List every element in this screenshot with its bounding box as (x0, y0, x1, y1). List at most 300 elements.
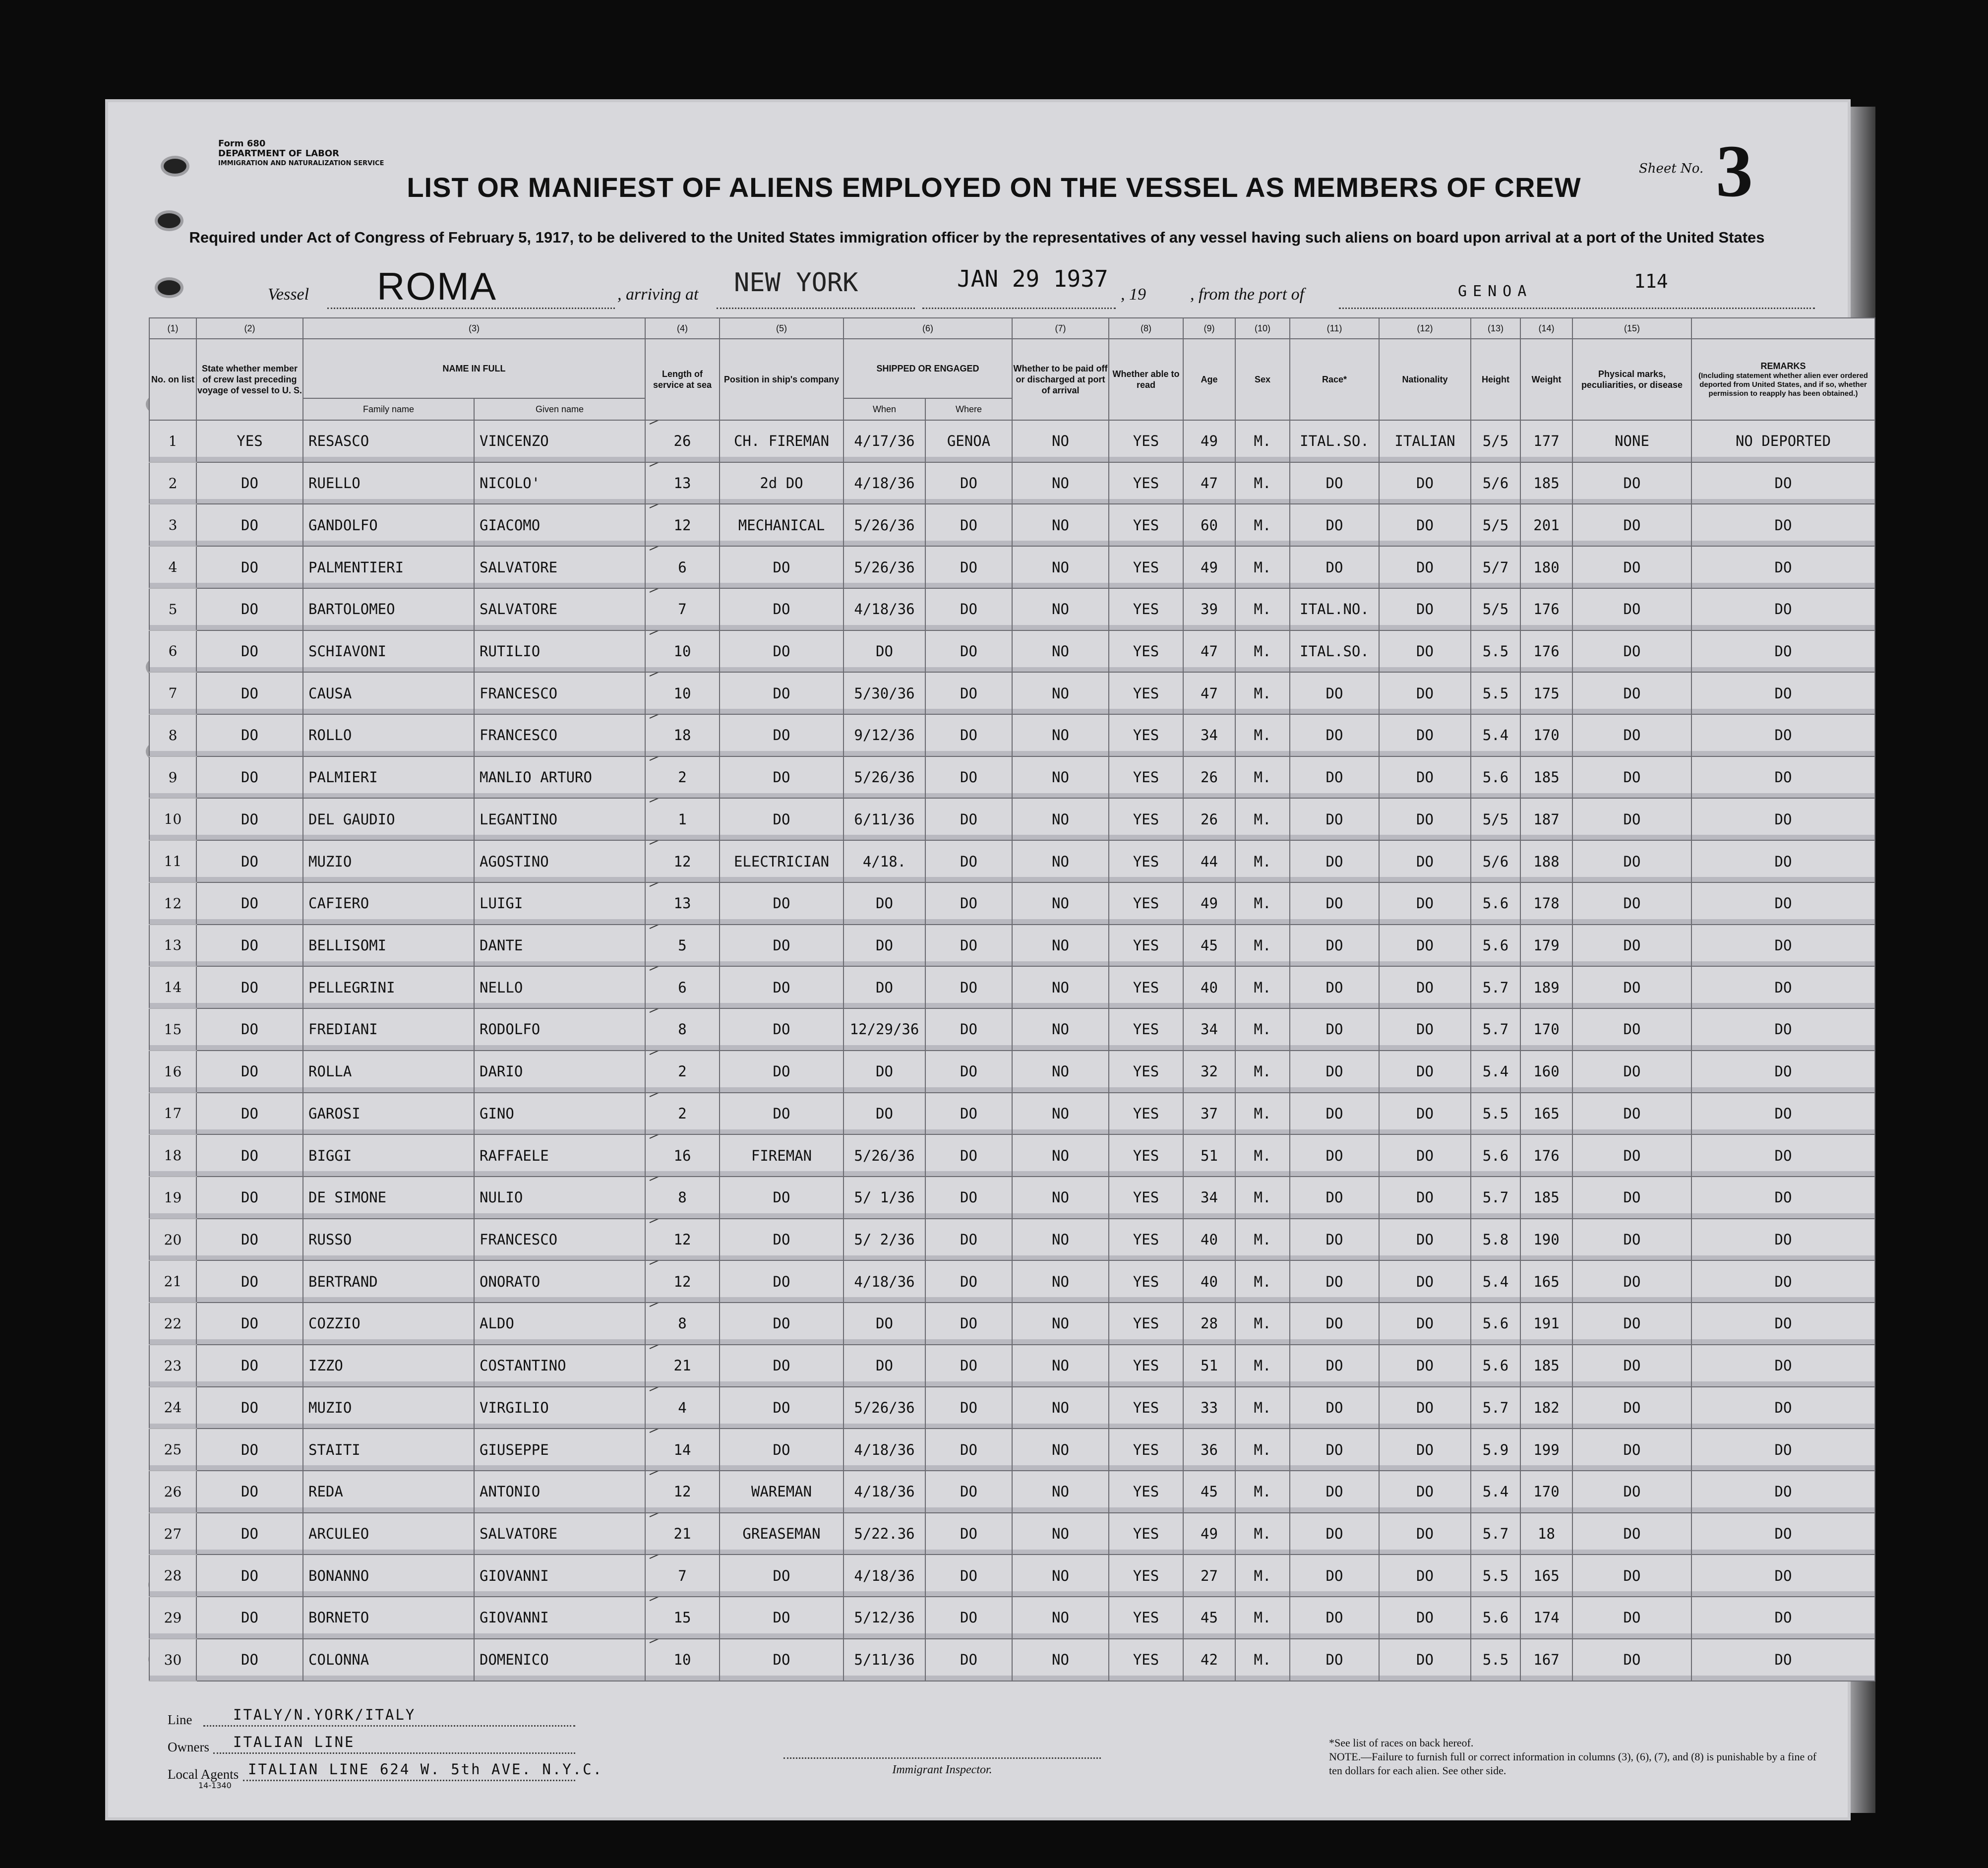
cell-given-name: MANLIO ARTURO (474, 756, 645, 799)
tally-slash (650, 504, 709, 508)
cell-shipped-when: 4/18/36 (843, 588, 925, 630)
cell-position: DO (720, 1260, 843, 1303)
cell-weight: 201 (1520, 504, 1572, 546)
length-value: 12 (673, 1231, 691, 1248)
table-row (149, 1093, 1875, 1135)
cell-nationality: DO (1379, 630, 1471, 673)
form-number: Form 680 DEPARTMENT OF LABOR IMMIGRATION AND NATURALIZATION SERVICE (218, 138, 384, 167)
length-value: 12 (673, 1273, 691, 1290)
length-value: 10 (673, 642, 691, 660)
cell-last-voyage: DO (196, 1008, 303, 1051)
table-row (149, 1639, 1875, 1681)
cell-age: 32 (1183, 1051, 1235, 1093)
header-height: Height (1471, 339, 1520, 420)
cell-age: 28 (1183, 1303, 1235, 1345)
cell-paid-off: NO (1012, 1345, 1109, 1387)
stamp-number: 114 (1634, 270, 1668, 292)
cell-family-name: ARCULEO (303, 1513, 474, 1555)
cell-age: 40 (1183, 1219, 1235, 1261)
cell-sex: M. (1235, 1177, 1290, 1219)
header-paid-off: Whether to be paid off or discharged at port of arrival (1012, 339, 1109, 420)
cell-sex: M. (1235, 798, 1290, 840)
cell-shipped-where: DO (925, 1429, 1012, 1471)
cell-last-voyage: YES (196, 420, 303, 462)
cell-shipped-when: 4/18. (843, 840, 925, 882)
cell-nationality: DO (1379, 882, 1471, 925)
cell-last-voyage: DO (196, 1177, 303, 1219)
length-value: 4 (678, 1399, 687, 1416)
cell-race: DO (1290, 1639, 1379, 1681)
cell-row-number: 24 (149, 1387, 196, 1429)
cell-weight: 175 (1520, 672, 1572, 714)
cell-height: 5.6 (1471, 1345, 1520, 1387)
cell-weight: 165 (1520, 1260, 1572, 1303)
cell-able-to-read: YES (1109, 714, 1183, 756)
cell-length-of-service (645, 1051, 720, 1093)
col-num: (5) (720, 318, 843, 339)
cell-family-name: CAFIERO (303, 882, 474, 925)
cell-age: 42 (1183, 1639, 1235, 1681)
cell-height: 5/6 (1471, 840, 1520, 882)
length-value: 6 (678, 559, 687, 576)
cell-given-name: GIUSEPPE (474, 1429, 645, 1471)
cell-given-name: ALDO (474, 1303, 645, 1345)
cell-physical-marks: DO (1572, 756, 1691, 799)
cell-weight: 167 (1520, 1639, 1572, 1681)
cell-sex: M. (1235, 1219, 1290, 1261)
cell-nationality: ITALIAN (1379, 420, 1471, 462)
cell-weight: 188 (1520, 840, 1572, 882)
cell-height: 5.7 (1471, 966, 1520, 1008)
cell-row-number: 26 (149, 1471, 196, 1513)
cell-last-voyage: DO (196, 546, 303, 588)
cell-height: 5.7 (1471, 1177, 1520, 1219)
length-value: 16 (673, 1147, 691, 1164)
cell-shipped-where: DO (925, 1471, 1012, 1513)
cell-age: 36 (1183, 1429, 1235, 1471)
cell-nationality: DO (1379, 1387, 1471, 1429)
length-value: 2 (678, 769, 687, 786)
cell-physical-marks: DO (1572, 714, 1691, 756)
cell-family-name: BARTOLOMEO (303, 588, 474, 630)
cell-race: DO (1290, 1555, 1379, 1597)
tally-slash (650, 1387, 709, 1391)
cell-shipped-where: DO (925, 462, 1012, 504)
cell-age: 47 (1183, 672, 1235, 714)
cell-position: DO (720, 672, 843, 714)
cell-race: ITAL.SO. (1290, 630, 1379, 673)
vessel-label: Vessel (268, 285, 309, 304)
cell-physical-marks: DO (1572, 1471, 1691, 1513)
cell-shipped-when: 5/26/36 (843, 756, 925, 799)
cell-sex: M. (1235, 1387, 1290, 1429)
cell-given-name: VINCENZO (474, 420, 645, 462)
cell-race: DO (1290, 714, 1379, 756)
cell-able-to-read: YES (1109, 462, 1183, 504)
cell-height: 5/5 (1471, 588, 1520, 630)
cell-family-name: PELLEGRINI (303, 966, 474, 1008)
crew-manifest-table-wrap (149, 317, 1868, 1681)
cell-length-of-service (645, 1093, 720, 1135)
cell-height: 5.5 (1471, 672, 1520, 714)
cell-height: 5.7 (1471, 1513, 1520, 1555)
length-value: 2 (678, 1105, 687, 1122)
cell-physical-marks: DO (1572, 1177, 1691, 1219)
cell-able-to-read: YES (1109, 1639, 1183, 1681)
cell-family-name: STAITI (303, 1429, 474, 1471)
tally-slash (650, 714, 709, 719)
cell-position: CH. FIREMAN (720, 420, 843, 462)
cell-last-voyage: DO (196, 1134, 303, 1177)
cell-length-of-service (645, 1134, 720, 1177)
cell-row-number: 6 (149, 630, 196, 673)
length-value: 12 (673, 853, 691, 870)
cell-paid-off: NO (1012, 1008, 1109, 1051)
cell-shipped-when: 4/18/36 (843, 1471, 925, 1513)
cell-weight: 185 (1520, 1345, 1572, 1387)
cell-able-to-read: YES (1109, 966, 1183, 1008)
cell-nationality: DO (1379, 714, 1471, 756)
cell-row-number: 25 (149, 1429, 196, 1471)
cell-sex: M. (1235, 630, 1290, 673)
tally-slash (650, 925, 709, 929)
cell-shipped-where: GENOA (925, 420, 1012, 462)
from-port-label: , from the port of (1190, 285, 1305, 304)
cell-able-to-read: YES (1109, 546, 1183, 588)
cell-row-number: 2 (149, 462, 196, 504)
tally-slash (650, 1597, 709, 1601)
cell-weight: 190 (1520, 1219, 1572, 1261)
cell-family-name: BERTRAND (303, 1260, 474, 1303)
cell-physical-marks: DO (1572, 1134, 1691, 1177)
cell-nationality: DO (1379, 1345, 1471, 1387)
cell-sex: M. (1235, 882, 1290, 925)
cell-position: DO (720, 1639, 843, 1681)
cell-able-to-read: YES (1109, 1260, 1183, 1303)
cell-physical-marks: DO (1572, 1093, 1691, 1135)
cell-position: DO (720, 1008, 843, 1051)
cell-height: 5.4 (1471, 1260, 1520, 1303)
table-row (149, 672, 1875, 714)
cell-shipped-where: DO (925, 966, 1012, 1008)
cell-row-number: 23 (149, 1345, 196, 1387)
cell-nationality: DO (1379, 1051, 1471, 1093)
cell-family-name: BIGGI (303, 1134, 474, 1177)
table-row (149, 630, 1875, 673)
sheet-label: Sheet No. (1639, 161, 1704, 176)
cell-length-of-service (645, 714, 720, 756)
col-num: (10) (1235, 318, 1290, 339)
cell-family-name: IZZO (303, 1345, 474, 1387)
length-value: 13 (673, 895, 691, 912)
cell-shipped-where: DO (925, 1134, 1012, 1177)
cell-height: 5.6 (1471, 756, 1520, 799)
header-shipped: SHIPPED OR ENGAGED (843, 339, 1012, 398)
cell-height: 5.5 (1471, 1555, 1520, 1597)
table-row (149, 1471, 1875, 1513)
cell-race: DO (1290, 925, 1379, 967)
length-value: 1 (678, 810, 687, 828)
table-row (149, 925, 1875, 967)
cell-given-name: SALVATORE (474, 1513, 645, 1555)
cell-sex: M. (1235, 1260, 1290, 1303)
line-label: Line (168, 1712, 192, 1727)
cell-shipped-when: 5/12/36 (843, 1597, 925, 1639)
cell-shipped-when: DO (843, 1345, 925, 1387)
cell-physical-marks: DO (1572, 1429, 1691, 1471)
cell-paid-off: NO (1012, 925, 1109, 967)
cell-length-of-service (645, 420, 720, 462)
cell-position: DO (720, 1303, 843, 1345)
cell-shipped-where: DO (925, 1093, 1012, 1135)
cell-last-voyage: DO (196, 966, 303, 1008)
cell-race: DO (1290, 1093, 1379, 1135)
cell-given-name: RUTILIO (474, 630, 645, 673)
cell-paid-off: NO (1012, 1639, 1109, 1681)
cell-remarks: DO (1691, 1051, 1875, 1093)
cell-row-number: 3 (149, 504, 196, 546)
tally-slash (650, 1555, 709, 1559)
tally-slash (650, 546, 709, 551)
cell-given-name: RAFFAELE (474, 1134, 645, 1177)
cell-family-name: PALMIERI (303, 756, 474, 799)
tally-slash (650, 882, 709, 887)
table-row (149, 1597, 1875, 1639)
cell-last-voyage: DO (196, 1555, 303, 1597)
cell-row-number: 15 (149, 1008, 196, 1051)
cell-nationality: DO (1379, 1303, 1471, 1345)
cell-race: DO (1290, 840, 1379, 882)
cell-age: 45 (1183, 925, 1235, 967)
cell-given-name: NULIO (474, 1177, 645, 1219)
table-row (149, 798, 1875, 840)
cell-row-number: 17 (149, 1093, 196, 1135)
cell-last-voyage: DO (196, 1303, 303, 1345)
cell-able-to-read: YES (1109, 1429, 1183, 1471)
table-row (149, 462, 1875, 504)
cell-position: DO (720, 882, 843, 925)
agents-label: Local Agents (168, 1767, 239, 1782)
cell-remarks: DO (1691, 1471, 1875, 1513)
cell-race: DO (1290, 882, 1379, 925)
cell-sex: M. (1235, 672, 1290, 714)
cell-race: DO (1290, 504, 1379, 546)
cell-family-name: GAROSI (303, 1093, 474, 1135)
cell-sex: M. (1235, 714, 1290, 756)
cell-remarks: DO (1691, 714, 1875, 756)
cell-shipped-when: 4/17/36 (843, 420, 925, 462)
cell-height: 5/5 (1471, 504, 1520, 546)
cell-shipped-when: DO (843, 630, 925, 673)
table-row (149, 1345, 1875, 1387)
cell-row-number: 14 (149, 966, 196, 1008)
cell-weight: 185 (1520, 756, 1572, 799)
cell-given-name: FRANCESCO (474, 714, 645, 756)
cell-length-of-service (645, 1597, 720, 1639)
tally-slash (650, 798, 709, 803)
length-value: 8 (678, 1021, 687, 1038)
cell-family-name: ROLLO (303, 714, 474, 756)
owners-label: Owners (168, 1740, 209, 1754)
cell-age: 37 (1183, 1093, 1235, 1135)
cell-physical-marks: DO (1572, 1513, 1691, 1555)
cell-age: 49 (1183, 546, 1235, 588)
cell-weight: 179 (1520, 925, 1572, 967)
cell-position: DO (720, 756, 843, 799)
table-row (149, 840, 1875, 882)
cell-remarks: DO (1691, 798, 1875, 840)
line-underline (203, 1725, 575, 1727)
cell-nationality: DO (1379, 588, 1471, 630)
cell-length-of-service (645, 1177, 720, 1219)
cell-last-voyage: DO (196, 1345, 303, 1387)
cell-position: DO (720, 1555, 843, 1597)
cell-weight: 177 (1520, 420, 1572, 462)
cell-race: DO (1290, 1219, 1379, 1261)
cell-race: DO (1290, 1345, 1379, 1387)
header-name-in-full: NAME IN FULL (303, 339, 645, 398)
cell-position: DO (720, 630, 843, 673)
cell-shipped-where: DO (925, 840, 1012, 882)
cell-able-to-read: YES (1109, 925, 1183, 967)
header-physical: Physical marks, peculiarities, or disease (1572, 339, 1691, 420)
cell-nationality: DO (1379, 1093, 1471, 1135)
cell-remarks: DO (1691, 1093, 1875, 1135)
cell-paid-off: NO (1012, 1134, 1109, 1177)
cell-length-of-service (645, 1387, 720, 1429)
crew-manifest-table (149, 317, 1875, 1681)
cell-weight: 165 (1520, 1093, 1572, 1135)
header-where: Where (925, 398, 1012, 420)
cell-age: 39 (1183, 588, 1235, 630)
cell-length-of-service (645, 1555, 720, 1597)
cell-sex: M. (1235, 1134, 1290, 1177)
table-row (149, 1008, 1875, 1051)
cell-height: 5/7 (1471, 546, 1520, 588)
cell-able-to-read: YES (1109, 1134, 1183, 1177)
cell-given-name: COSTANTINO (474, 1345, 645, 1387)
length-value: 10 (673, 685, 691, 702)
arriving-underline (717, 308, 915, 309)
cell-row-number: 27 (149, 1513, 196, 1555)
cell-row-number: 16 (149, 1051, 196, 1093)
cell-shipped-where: DO (925, 1051, 1012, 1093)
cell-paid-off: NO (1012, 1177, 1109, 1219)
cell-height: 5.5 (1471, 1639, 1520, 1681)
cell-shipped-when: 5/ 2/36 (843, 1219, 925, 1261)
cell-weight: 176 (1520, 588, 1572, 630)
cell-weight: 160 (1520, 1051, 1572, 1093)
cell-given-name: ONORATO (474, 1260, 645, 1303)
cell-position: DO (720, 1429, 843, 1471)
cell-length-of-service (645, 1513, 720, 1555)
cell-position: WAREMAN (720, 1471, 843, 1513)
header-given-name: Given name (474, 398, 645, 420)
cell-nationality: DO (1379, 1134, 1471, 1177)
cell-race: DO (1290, 756, 1379, 799)
cell-remarks: DO (1691, 1134, 1875, 1177)
length-value: 7 (678, 1567, 687, 1584)
cell-race: DO (1290, 1597, 1379, 1639)
tally-slash (650, 1051, 709, 1055)
cell-physical-marks: DO (1572, 672, 1691, 714)
inspector-label: Immigrant Inspector. (892, 1763, 992, 1776)
cell-paid-off: NO (1012, 1471, 1109, 1513)
cell-row-number: 1 (149, 420, 196, 462)
cell-given-name: DARIO (474, 1051, 645, 1093)
cell-race: DO (1290, 546, 1379, 588)
cell-shipped-when: DO (843, 1051, 925, 1093)
owners-underline (213, 1752, 575, 1754)
length-value: 21 (673, 1357, 691, 1374)
table-row (149, 1051, 1875, 1093)
cell-sex: M. (1235, 462, 1290, 504)
cell-last-voyage: DO (196, 1219, 303, 1261)
cell-height: 5.6 (1471, 925, 1520, 967)
cell-age: 34 (1183, 714, 1235, 756)
cell-shipped-where: DO (925, 1639, 1012, 1681)
cell-given-name: GINO (474, 1093, 645, 1135)
cell-age: 27 (1183, 1555, 1235, 1597)
col-num: (9) (1183, 318, 1235, 339)
cell-family-name: DE SIMONE (303, 1177, 474, 1219)
cell-paid-off: NO (1012, 1260, 1109, 1303)
header-no-on-list: No. on list (149, 339, 196, 420)
tally-slash (650, 1134, 709, 1139)
length-value: 13 (673, 475, 691, 492)
cell-sex: M. (1235, 1429, 1290, 1471)
cell-remarks: DO (1691, 882, 1875, 925)
cell-height: 5.6 (1471, 1134, 1520, 1177)
cell-nationality: DO (1379, 1177, 1471, 1219)
col-num: (6) (843, 318, 1012, 339)
cell-shipped-when: 9/12/36 (843, 714, 925, 756)
date-underline (922, 308, 1116, 309)
length-value: 8 (678, 1315, 687, 1332)
cell-position: GREASEMAN (720, 1513, 843, 1555)
cell-sex: M. (1235, 1471, 1290, 1513)
cell-given-name: LEGANTINO (474, 798, 645, 840)
cell-height: 5.8 (1471, 1219, 1520, 1261)
cell-height: 5.5 (1471, 630, 1520, 673)
cell-shipped-where: DO (925, 1260, 1012, 1303)
cell-family-name: MUZIO (303, 840, 474, 882)
cell-height: 5.7 (1471, 1008, 1520, 1051)
cell-weight: 199 (1520, 1429, 1572, 1471)
cell-last-voyage: DO (196, 504, 303, 546)
cell-age: 47 (1183, 630, 1235, 673)
cell-remarks: DO (1691, 1219, 1875, 1261)
cell-last-voyage: DO (196, 1093, 303, 1135)
year-label: , 19 (1121, 285, 1146, 304)
cell-position: MECHANICAL (720, 504, 843, 546)
agents-value: ITALIAN LINE 624 W. 5th AVE. N.Y.C. (248, 1761, 603, 1778)
cell-physical-marks: DO (1572, 925, 1691, 967)
cell-race: ITAL.SO. (1290, 420, 1379, 462)
cell-shipped-where: DO (925, 672, 1012, 714)
cell-paid-off: NO (1012, 546, 1109, 588)
cell-sex: M. (1235, 1597, 1290, 1639)
cell-last-voyage: DO (196, 462, 303, 504)
crew-rows (149, 420, 1875, 1681)
cell-last-voyage: DO (196, 1639, 303, 1681)
cell-position: DO (720, 714, 843, 756)
cell-row-number: 5 (149, 588, 196, 630)
cell-last-voyage: DO (196, 630, 303, 673)
cell-given-name: GIACOMO (474, 504, 645, 546)
cell-length-of-service (645, 1219, 720, 1261)
cell-given-name: GIOVANNI (474, 1597, 645, 1639)
